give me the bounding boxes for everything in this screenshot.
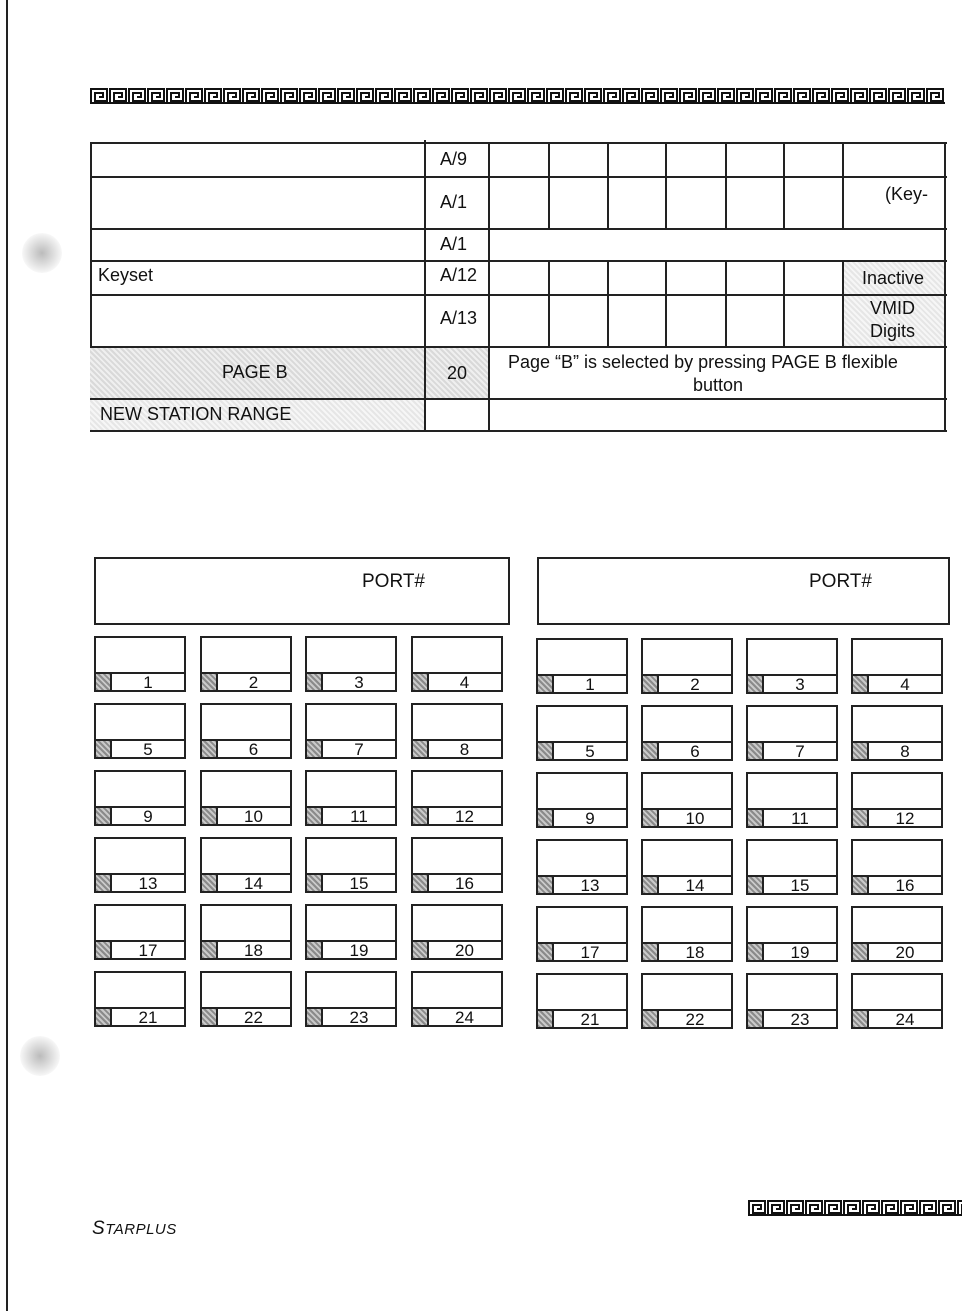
key-number: 3 [354, 673, 364, 692]
lamp-indicator [748, 743, 764, 759]
lamp-indicator [202, 741, 218, 757]
lamp-indicator [538, 944, 554, 960]
line-key-2 [200, 636, 292, 692]
left-port-label: PORT# [362, 571, 426, 592]
key-number: 1 [143, 673, 153, 692]
line-key-18 [641, 906, 733, 962]
line-key-8 [411, 703, 503, 759]
key-number: 18 [244, 941, 263, 960]
key-number: 21 [580, 1010, 600, 1029]
key-number: 10 [685, 809, 705, 828]
line-key-11 [305, 770, 397, 826]
lamp-indicator [538, 676, 554, 692]
key-number: 15 [349, 874, 369, 893]
key-number: 4 [459, 673, 470, 692]
lamp-indicator [748, 944, 764, 960]
line-key-20 [851, 906, 943, 962]
lamp-indicator [643, 1011, 659, 1027]
key-number: 17 [138, 941, 158, 960]
lamp-indicator [853, 877, 869, 893]
line-key-22 [200, 971, 292, 1027]
line-key-12 [851, 772, 943, 828]
table-row [90, 230, 947, 262]
brand-footer: STARPLUS [92, 1218, 177, 1239]
key-number: 7 [795, 742, 805, 761]
page-left-rule [6, 0, 8, 1311]
line-key-23 [305, 971, 397, 1027]
lamp-indicator [202, 808, 218, 824]
lamp-indicator [643, 676, 659, 692]
key-number: 5 [585, 742, 595, 761]
row-code: A/12 [440, 265, 478, 285]
lamp-indicator [538, 743, 554, 759]
line-key-19 [746, 906, 838, 962]
table-row [90, 178, 947, 230]
line-key-4 [851, 638, 943, 694]
line-key-20 [411, 904, 503, 960]
row-note-line1: Page “B” is selected by pressing PAGE B flexible [508, 352, 898, 372]
key-number: 11 [791, 809, 809, 828]
line-key-11 [746, 772, 838, 828]
lamp-indicator [96, 942, 112, 958]
line-key-17 [94, 904, 186, 960]
binder-hole-mark-bottom [20, 1036, 60, 1076]
lamp-indicator [307, 741, 323, 757]
key-number: 23 [790, 1010, 810, 1029]
line-key-21 [94, 971, 186, 1027]
key-number: 5 [143, 740, 153, 759]
table-row [90, 348, 947, 400]
row-code: A/13 [440, 308, 478, 328]
key-number: 18 [685, 943, 705, 962]
key-number: 1 [585, 675, 595, 694]
key-number: 22 [685, 1010, 705, 1029]
line-key-16 [411, 837, 503, 893]
key-number: 12 [455, 807, 474, 826]
line-key-15 [746, 839, 838, 895]
line-key-24 [851, 973, 943, 1029]
line-key-6 [200, 703, 292, 759]
key-number: 24 [455, 1008, 474, 1027]
key-number: 14 [244, 874, 263, 893]
row-note-line1: VMID [870, 298, 915, 318]
line-key-14 [641, 839, 733, 895]
line-key-21 [536, 973, 628, 1029]
key-number: 3 [795, 675, 805, 694]
lamp-indicator [307, 674, 323, 690]
row-code: 20 [447, 363, 468, 383]
key-number: 23 [349, 1008, 369, 1027]
line-key-13 [536, 839, 628, 895]
line-key-14 [200, 837, 292, 893]
lamp-indicator [413, 875, 429, 891]
key-number: 6 [248, 740, 259, 759]
key-number: 22 [244, 1008, 263, 1027]
lamp-indicator [202, 875, 218, 891]
lamp-indicator [643, 810, 659, 826]
key-number: 7 [354, 740, 364, 759]
row-note-line2: button [693, 375, 744, 395]
lamp-indicator [413, 808, 429, 824]
line-key-7 [746, 705, 838, 761]
left-panel-header [94, 557, 510, 625]
row-label: PAGE B [222, 362, 288, 382]
lamp-indicator [307, 875, 323, 891]
line-key-10 [641, 772, 733, 828]
key-number: 19 [349, 941, 369, 960]
line-key-7 [305, 703, 397, 759]
lamp-indicator [413, 674, 429, 690]
lamp-indicator [202, 942, 218, 958]
lamp-indicator [96, 875, 112, 891]
lamp-indicator [538, 877, 554, 893]
line-key-23 [746, 973, 838, 1029]
line-key-3 [746, 638, 838, 694]
greek-key-border-top [90, 88, 945, 104]
row-note: (Key- [885, 184, 929, 204]
lamp-indicator [202, 674, 218, 690]
lamp-indicator [96, 808, 112, 824]
key-number: 12 [895, 809, 915, 828]
key-number: 4 [900, 675, 910, 694]
right-panel-header [537, 557, 950, 625]
line-key-2 [641, 638, 733, 694]
greek-key-border-bottom [748, 1200, 962, 1216]
lamp-indicator [643, 944, 659, 960]
line-key-13 [94, 837, 186, 893]
lamp-indicator [748, 877, 764, 893]
row-note: Inactive [862, 268, 925, 288]
line-key-8 [851, 705, 943, 761]
table-row [90, 142, 947, 178]
key-number: 20 [455, 941, 474, 960]
lamp-indicator [853, 743, 869, 759]
line-key-5 [94, 703, 186, 759]
key-number: 16 [895, 876, 915, 895]
lamp-indicator [96, 741, 112, 757]
row-code: A/9 [440, 149, 468, 169]
lamp-indicator [96, 1009, 112, 1025]
line-key-24 [411, 971, 503, 1027]
line-key-22 [641, 973, 733, 1029]
lamp-indicator [643, 743, 659, 759]
row-code: A/1 [440, 234, 468, 254]
line-key-4 [411, 636, 503, 692]
lamp-indicator [538, 810, 554, 826]
lamp-indicator [307, 808, 323, 824]
lamp-indicator [853, 676, 869, 692]
lamp-indicator [413, 942, 429, 958]
binder-hole-mark-top [22, 233, 62, 273]
key-number: 24 [895, 1010, 915, 1029]
table-row [90, 262, 947, 296]
row-note-line2: Digits [870, 321, 916, 341]
key-number: 19 [790, 943, 810, 962]
key-number: 11 [350, 807, 368, 826]
line-key-3 [305, 636, 397, 692]
key-number: 21 [138, 1008, 158, 1027]
row-label: Keyset [98, 265, 154, 285]
lamp-indicator [643, 877, 659, 893]
key-number: 13 [580, 876, 600, 895]
lamp-indicator [413, 741, 429, 757]
lamp-indicator [538, 1011, 554, 1027]
line-key-18 [200, 904, 292, 960]
line-key-15 [305, 837, 397, 893]
key-number: 2 [690, 675, 700, 694]
row-code: A/1 [440, 192, 468, 212]
key-number: 8 [459, 740, 470, 759]
line-key-6 [641, 705, 733, 761]
line-key-16 [851, 839, 943, 895]
line-key-9 [536, 772, 628, 828]
key-number: 15 [790, 876, 810, 895]
key-number: 16 [455, 874, 474, 893]
line-key-1 [536, 638, 628, 694]
lamp-indicator [853, 810, 869, 826]
key-number: 8 [900, 742, 910, 761]
lamp-indicator [413, 1009, 429, 1025]
lamp-indicator [307, 942, 323, 958]
key-number: 14 [685, 876, 705, 895]
lamp-indicator [748, 1011, 764, 1027]
key-number: 9 [585, 809, 595, 828]
settings-table [90, 142, 947, 432]
line-key-5 [536, 705, 628, 761]
key-number: 6 [690, 742, 700, 761]
table-row [90, 296, 947, 348]
line-key-19 [305, 904, 397, 960]
lamp-indicator [748, 810, 764, 826]
key-number: 10 [244, 807, 263, 826]
lamp-indicator [96, 674, 112, 690]
line-key-12 [411, 770, 503, 826]
line-key-9 [94, 770, 186, 826]
right-port-label: PORT# [809, 571, 873, 592]
table-row [90, 400, 947, 432]
row-label: NEW STATION RANGE [100, 404, 292, 424]
key-number: 13 [138, 874, 158, 893]
lamp-indicator [853, 944, 869, 960]
line-key-17 [536, 906, 628, 962]
key-number: 9 [143, 807, 153, 826]
key-number: 2 [248, 673, 259, 692]
lamp-indicator [748, 676, 764, 692]
lamp-indicator [307, 1009, 323, 1025]
lamp-indicator [853, 1011, 869, 1027]
key-number: 20 [895, 943, 915, 962]
line-key-10 [200, 770, 292, 826]
lamp-indicator [202, 1009, 218, 1025]
line-key-1 [94, 636, 186, 692]
key-number: 17 [580, 943, 600, 962]
